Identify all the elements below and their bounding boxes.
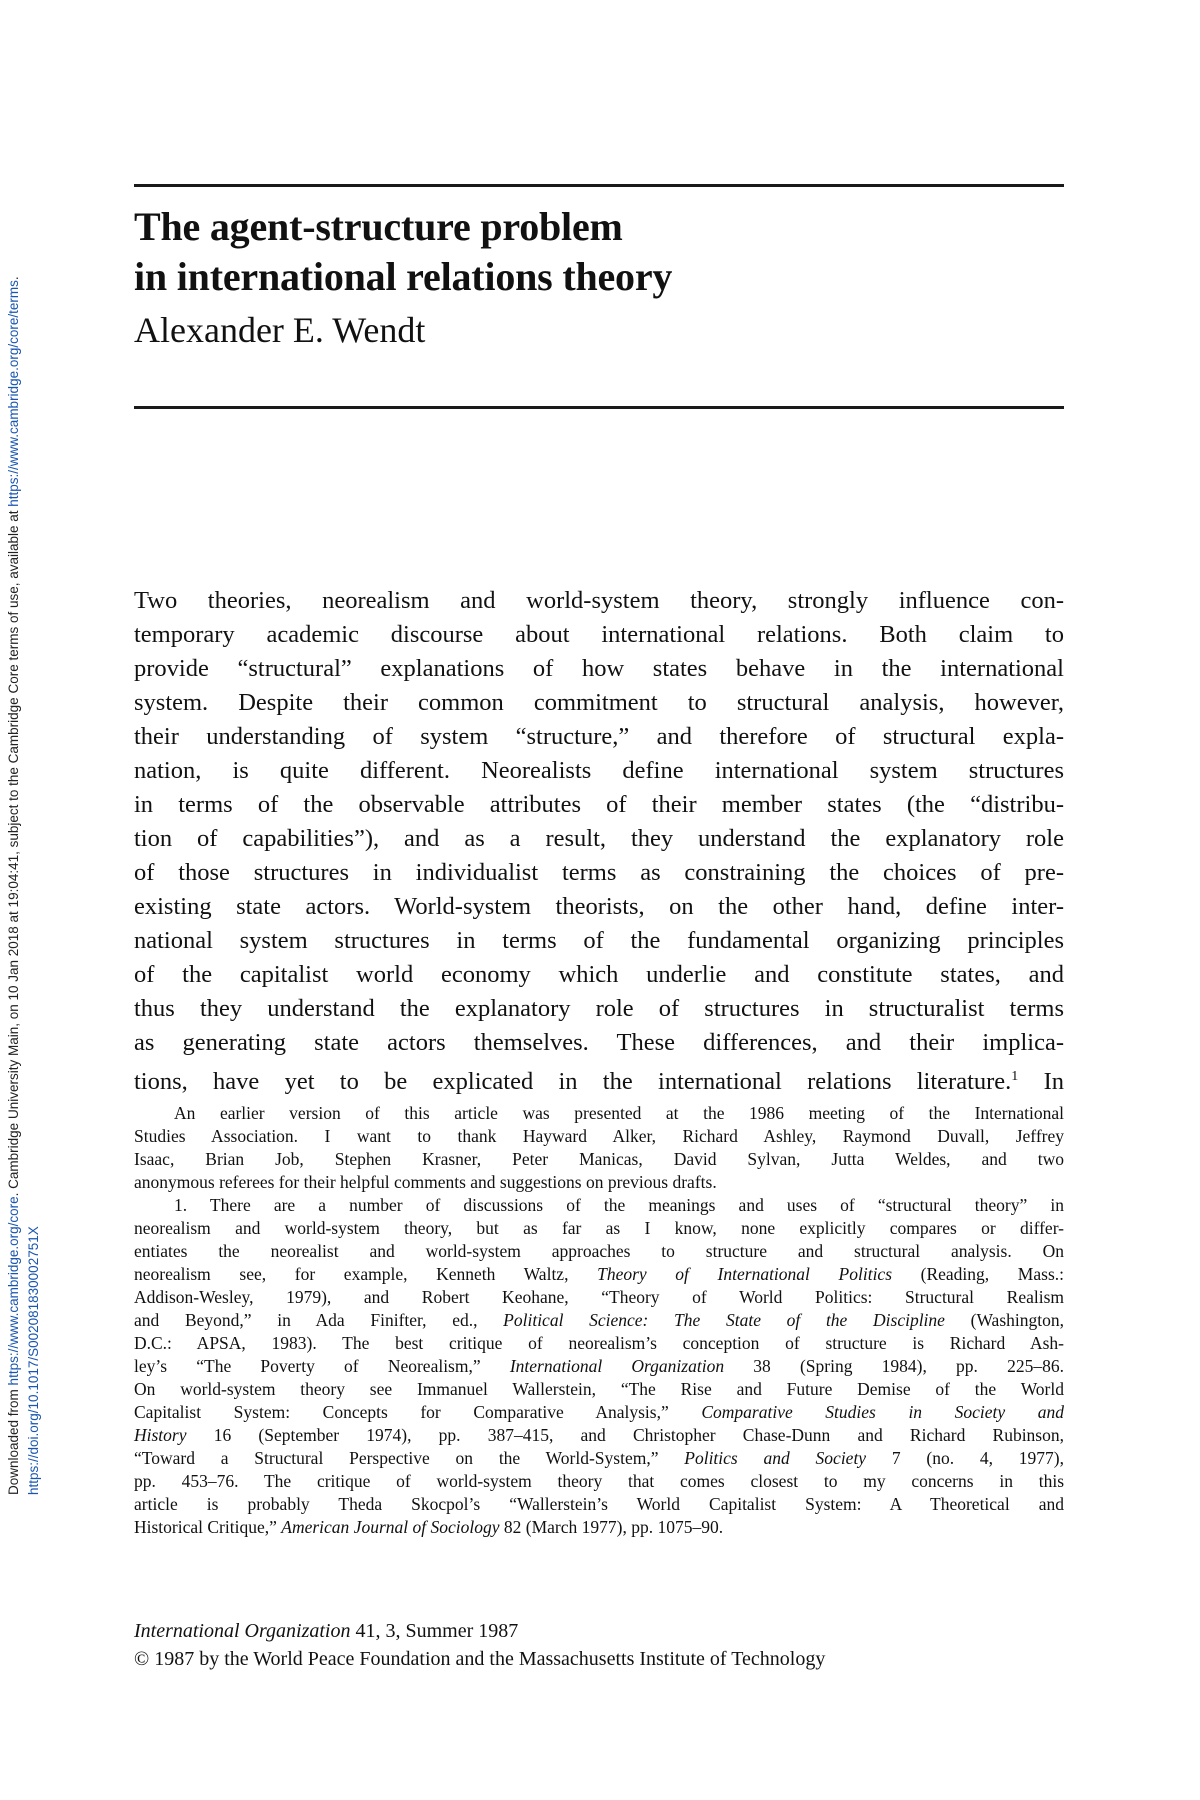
top-rule (134, 184, 1064, 187)
footnote-1-line (134, 1355, 1064, 1378)
body-line: existing state actors. World-system theorists, on the other hand, define inter- (134, 893, 1064, 920)
article-author: Alexander E. Wendt (134, 310, 426, 350)
footnote-1-line (134, 1447, 1064, 1470)
body-line: nation, is quite different. Neorealists define international system structures (134, 757, 1064, 784)
notice-text: . (6, 276, 21, 281)
fn-text: 7 (no. 4, 1977), (866, 1448, 1064, 1468)
body-line: of the capitalist world economy which underlie and constitute states, and (134, 961, 1064, 988)
fn-text: Capitalist System: Concepts for Comparative Analysis,” (134, 1402, 702, 1422)
footnote-1-line (134, 1263, 1064, 1286)
footnote-1-line: neorealism and world-system theory, but as far as I know, none explicitly compares or differ- (134, 1218, 1064, 1238)
footnote-1-line: Addison-Wesley, 1979), and Robert Keohane, “Theory of World Politics: Structural Realism (134, 1287, 1064, 1307)
fn-cited-title: Comparative Studies in Society and (701, 1402, 1065, 1422)
bottom-rule (134, 406, 1064, 409)
footnote-1-line: D.C.: APSA, 1983). The best critique of neorealism’s conception of structure is Richard Ash- (134, 1333, 1064, 1353)
footnote-1-line: On world-system theory see Immanuel Wallerstein, “The Rise and Future Demise of the World (134, 1379, 1064, 1399)
body-line: thus they understand the explanatory role of structures in structuralist terms (134, 995, 1064, 1022)
body-line: Two theories, neorealism and world-system theory, strongly influence con- (134, 587, 1064, 614)
fn-text: 16 (September 1974), pp. 387–415, and Christopher Chase-Dunn and Richard Rubinson, (186, 1425, 1064, 1445)
body-line-tail: In (1043, 1068, 1064, 1096)
fn-text: 82 (March 1977), pp. 1075–90. (499, 1517, 724, 1537)
body-line: temporary academic discourse about international relations. Both claim to (134, 621, 1064, 648)
body-line-last (134, 1060, 1064, 1099)
footnote-ack-line: Isaac, Brian Job, Stephen Krasner, Peter Manicas, David Sylvan, Jutta Weldes, and two (134, 1149, 1064, 1169)
body-line: provide “structural” explanations of how states behave in the international (134, 655, 1064, 682)
fn-text: and Beyond,” in Ada Finifter, ed., (134, 1310, 504, 1330)
copyright-line: © 1987 by the World Peace Foundation and the Massachusetts Institute of Technology (134, 1648, 826, 1670)
fn-text: ley’s “The Poverty of Neorealism,” (134, 1356, 510, 1376)
body-line: national system structures in terms of the fundamental organizing principles (134, 927, 1064, 954)
fn-cited-title: History (134, 1425, 187, 1445)
footnote-ack-line: anonymous referees for their helpful comments and suggestions on previous drafts. (134, 1172, 717, 1192)
footnote-1-line (134, 1401, 1064, 1424)
cambridge-terms-link[interactable]: https://www.cambridge.org/core/terms (6, 280, 21, 507)
journal-name: International Organization (134, 1620, 351, 1642)
article-title-line-2: in international relations theory (134, 254, 673, 299)
fn-cited-title: Theory of International Politics (597, 1264, 893, 1284)
body-line: their understanding of system “structure,” and therefore of structural expla- (134, 723, 1064, 750)
fn-text: 38 (Spring 1984), pp. 225–86. (724, 1356, 1064, 1376)
footnote-ref[interactable]: 1 (1011, 1069, 1019, 1084)
fn-text: neorealism see, for example, Kenneth Waltz, (134, 1264, 598, 1284)
body-line: as generating state actors themselves. These differences, and their implica- (134, 1029, 1064, 1056)
footnotes (134, 1102, 1064, 1539)
fn-cited-title: Political Science: The State of the Discipline (503, 1310, 945, 1330)
footnote-1-line: 1. There are a number of discussions of the meanings and uses of “structural theory” in (174, 1195, 1064, 1215)
fn-text: (Washington, (944, 1310, 1064, 1330)
notice-text: . Cambridge University Main, on 10 Jan 2018 at 19:04:41, subject to the Cambridge Core terms of use, available at (6, 506, 21, 1197)
fn-cited-title: International Organization (509, 1356, 725, 1376)
footnote-1-line (134, 1516, 1064, 1539)
article-header (134, 202, 1064, 354)
cambridge-core-link[interactable]: https://www.cambridge.org/core (6, 1196, 21, 1386)
body-paragraph (134, 584, 1064, 1099)
fn-cited-title: American Journal of Sociology (281, 1517, 500, 1537)
journal-citation (134, 1618, 518, 1644)
fn-cited-title: Politics and Society (684, 1448, 867, 1468)
footnote-1-line: article is probably Theda Skocpol’s “Wallerstein’s World Capitalist System: A Theoretical and (134, 1494, 1064, 1514)
footnote-ack-line: Studies Association. I want to thank Hayward Alker, Richard Ashley, Raymond Duvall, Jeffrey (134, 1126, 1064, 1146)
body-line: system. Despite their common commitment to structural analysis, however, (134, 689, 1064, 716)
footnote-1-line (134, 1309, 1064, 1332)
body-line-text: tions, have yet to be explicated in the international relations literature. (134, 1068, 1012, 1096)
footnote-ack-line: An earlier version of this article was presented at the 1986 meeting of the International (174, 1103, 1064, 1123)
fn-text: “Toward a Structural Perspective on the World-System,” (134, 1448, 685, 1468)
body-line: of those structures in individualist terms as constraining the choices of pre- (134, 859, 1064, 886)
doi-notice (26, 1226, 41, 1495)
article-title-line-1: The agent-structure problem (134, 204, 623, 249)
download-notice (6, 276, 21, 1495)
body-line: tion of capabilities”), and as a result, they understand the explanatory role (134, 825, 1064, 852)
footnote-1-line: entiates the neorealist and world-system approaches to structure and structural analysis. On (134, 1241, 1064, 1261)
journal-issue: 41, 3, Summer 1987 (350, 1620, 519, 1642)
doi-link[interactable]: https://doi.org/10.1017/S002081830002751X (26, 1226, 41, 1495)
fn-text: Historical Critique,” (134, 1517, 282, 1537)
fn-text: (Reading, Mass.: (892, 1264, 1064, 1284)
body-line: in terms of the observable attributes of their member states (the “distribu- (134, 791, 1064, 818)
footnote-1-line (134, 1424, 1064, 1447)
notice-text: Downloaded from (6, 1385, 21, 1495)
footnote-1-line: pp. 453–76. The critique of world-system theory that comes closest to my concerns in this (134, 1471, 1064, 1491)
